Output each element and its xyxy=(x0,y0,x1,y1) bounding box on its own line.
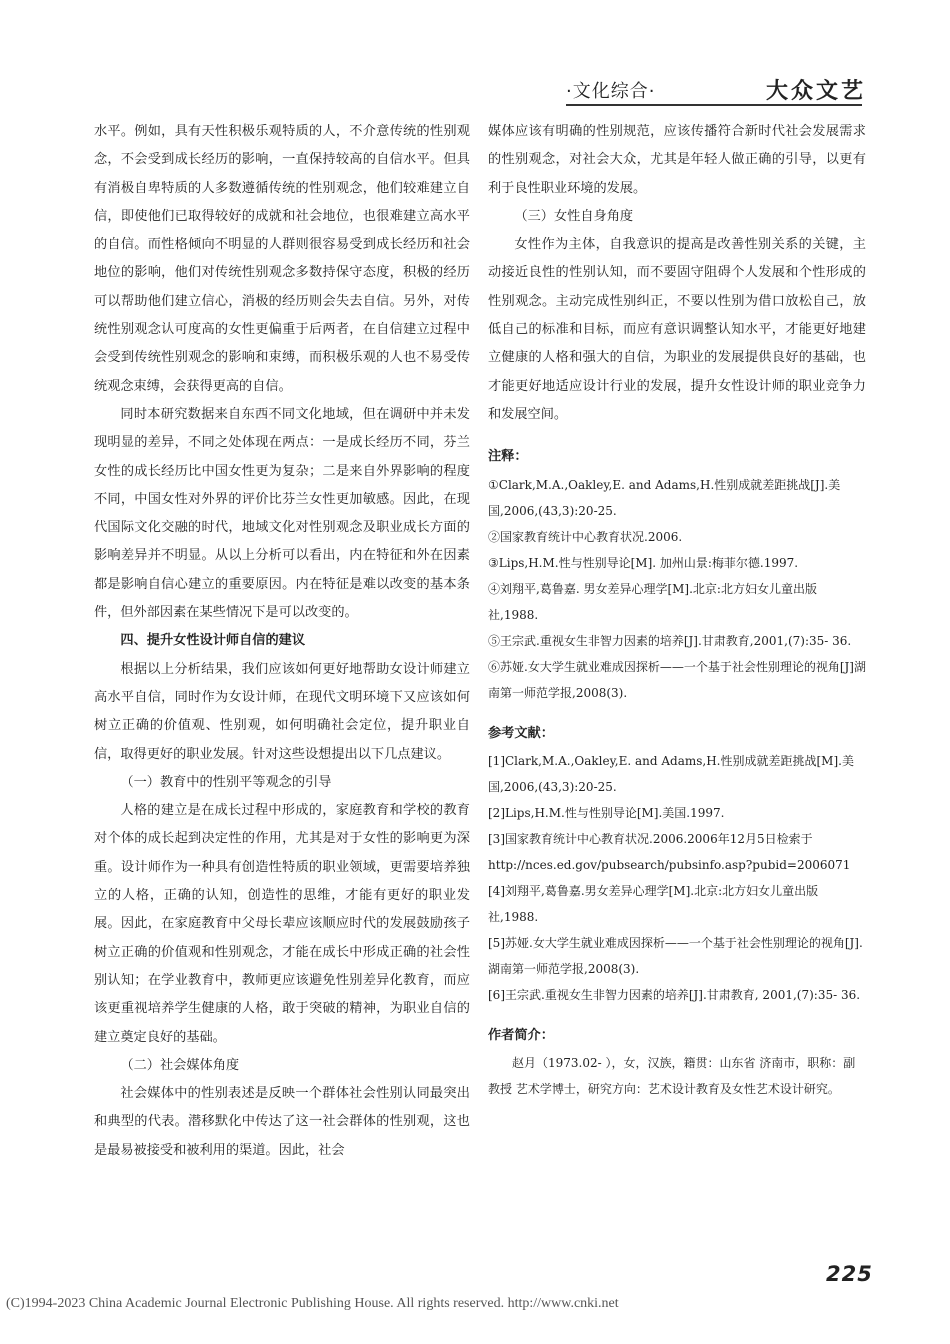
paragraph: 根据以上分析结果，我们应该如何更好地帮助女设计师建立高水平自信，同时作为女设计师，在现代文明环境下又应该如何树立正确的价值观、性别观，如何明确社会定位，提升职业自信，取得更好的职业发展。针对这些设想提出以下几点建议。 xyxy=(94,661,470,762)
paragraph: 女性作为主体，自我意识的提高是改善性别关系的关键，主动接近良性的性别认知，而不要固守阻碍个人发展和个性形成的性别观念。主动完成性别纠正，不要以性别为借口放松自己，放低自己的标准和目标，而应有意识调整认知水平，才能更好地建立健康的人格和强大的自信，为职业的发展提供良好的基础，也才能更好地适应设计行业的发展，提升女性设计师的职业竞争力和发展空间。 xyxy=(488,237,866,422)
reference-item: [1]Clark,M.A.,Oakley,E. and Adams,H.性别成就差距挑战[M].美国,2006,(43,3):20-25. xyxy=(488,753,854,794)
section-title: ·文化综合· xyxy=(566,81,656,102)
subsection-heading: （一）教育中的性别平等观念的引导 xyxy=(120,774,332,790)
note-item: ④刘翔平,葛鲁嘉. 男女差异心理学[M].北京:北方妇女儿童出版社,1988. xyxy=(488,581,817,622)
paragraph: 水平。例如，具有天性积极乐观特质的人，不介意传统的性别观念，不会受到成长经历的影响，一直保持较高的自信水平。但具有消极自卑特质的人多数遵循传统的性别观念，他们较难建立自信，即使他们已取得较好的成就和社会地位，也很难建立高水平的自信。而性格倾向不明显的人群则很容易受到成长经历和社会地位的影响，他们对传统性别观念多数持保守态度，积极的经历可以帮助他们建立信心，消极的经历则会失去自信。另外，对传统性别观念认可度高的女性更偏重于后两者，在自信建立过程中会受到传统性别观念的影响和束缚，而积极乐观的人也不易受传统观念束缚，会获得更高的自信。 xyxy=(94,124,470,394)
subsection-heading: （二）社会媒体角度 xyxy=(120,1057,240,1073)
paragraph: 媒体应该有明确的性别规范，应该传播符合新时代社会发展需求的性别观念，对社会大众，尤其是年轻人做正确的引导，以更有利于良性职业环境的发展。 xyxy=(488,124,866,196)
note-item: ②国家教育统计中心教育状况.2006. xyxy=(488,529,683,544)
note-item: ⑤王宗武.重视女生非智力因素的培养[J].甘肃教育,2001,(7):35- 36. xyxy=(488,633,852,648)
author-bio: 赵月（1973.02- ），女，汉族，籍贯：山东省 济南市，职称：副教授 艺术学博士，研究方向：艺术设计教育及女性艺术设计研究。 xyxy=(488,1056,856,1097)
reference-item: [4]刘翔平,葛鲁嘉.男女差异心理学[M].北京:北方妇女儿童出版社,1988. xyxy=(488,883,819,924)
paragraph: 社会媒体中的性别表述是反映一个群体社会性别认同最突出和典型的代表。潜移默化中传达了这一社会群体的性别观，这也是最易被接受和被利用的渠道。因此，社会 xyxy=(94,1086,470,1158)
author-heading: 作者简介： xyxy=(488,1027,554,1043)
note-item: ①Clark,M.A.,Oakley,E. and Adams,H.性别成就差距挑战[J].美国,2006,(43,3):20-25. xyxy=(488,477,841,518)
paragraph: 同时本研究数据来自东西不同文化地域，但在调研中并未发现明显的差异，不同之处体现在两点：一是成长经历不同，芬兰女性的成长经历比中国女性更为复杂；二是来自外界影响的程度不同，中国女性对外界的评价比芬兰女性更加敏感。因此，在现代国际文化交融的时代，地域文化对性别观念及职业成长方面的影响差异并不明显。从以上分析可以看出，内在特征和外在因素都是影响自信心建立的重要原因。内在特征是难以改变的基本条件，但外部因素在某些情况下是可以改变的。 xyxy=(94,406,470,621)
reference-item: [3]国家教育统计中心教育状况.2006.2006年12月5日检索于http://nces.ed.gov/pubsearch/pubsinfo.asp?pubid=2006071 xyxy=(488,831,851,872)
reference-item: [2]Lips,H.M.性与性别导论[M].美国.1997. xyxy=(488,805,725,820)
header-rule xyxy=(566,104,862,106)
references-heading: 参考文献： xyxy=(488,725,554,741)
section-heading: 四、提升女性设计师自信的建议 xyxy=(120,633,306,649)
page-number: 225 xyxy=(826,1262,873,1286)
page-header xyxy=(0,74,950,104)
right-column xyxy=(488,118,866,1102)
reference-item: [5]苏娅.女大学生就业难成因探析——一个基于社会性别理论的视角[J].湖南第一师范学报,2008(3). xyxy=(488,935,863,976)
reference-item: [6]王宗武.重视女生非智力因素的培养[J].甘肃教育, 2001,(7):35- 36. xyxy=(488,987,861,1002)
note-item: ③Lips,H.M.性与性别导论[M]. 加州山景:梅菲尔德.1997. xyxy=(488,555,799,570)
magazine-title: 大众文艺 xyxy=(766,78,867,104)
paragraph: 人格的建立是在成长过程中形成的，家庭教育和学校的教育对个体的成长起到决定性的作用，尤其是对于女性的影响更为深重。设计师作为一种具有创造性特质的职业领域，更需要培养独立的人格，正确的认知，创造性的思维，才能有更好的职业发展。因此，在家庭教育中父母长辈应该顺应时代的发展鼓励孩子树立正确的价值观和性别观念，才能在成长中形成正确的社会性别认知；在学业教育中，教师更应该避免性别差异化教育，而应该更重视培养学生健康的人格，敢于突破的精神，为职业自信的建立奠定良好的基础。 xyxy=(94,803,470,1045)
notes-heading: 注释： xyxy=(488,449,528,465)
copyright-footer: (C)1994-2023 China Academic Journal Electronic Publishing House. All rights reserved. http://www.cnki.net xyxy=(6,1296,619,1311)
note-item: ⑥苏娅.女大学生就业难成因探析——一个基于社会性别理论的视角[J]湖南第一师范学报,2008(3). xyxy=(488,659,866,700)
subsection-heading: （三）女性自身角度 xyxy=(514,208,634,224)
left-column xyxy=(94,118,470,1165)
